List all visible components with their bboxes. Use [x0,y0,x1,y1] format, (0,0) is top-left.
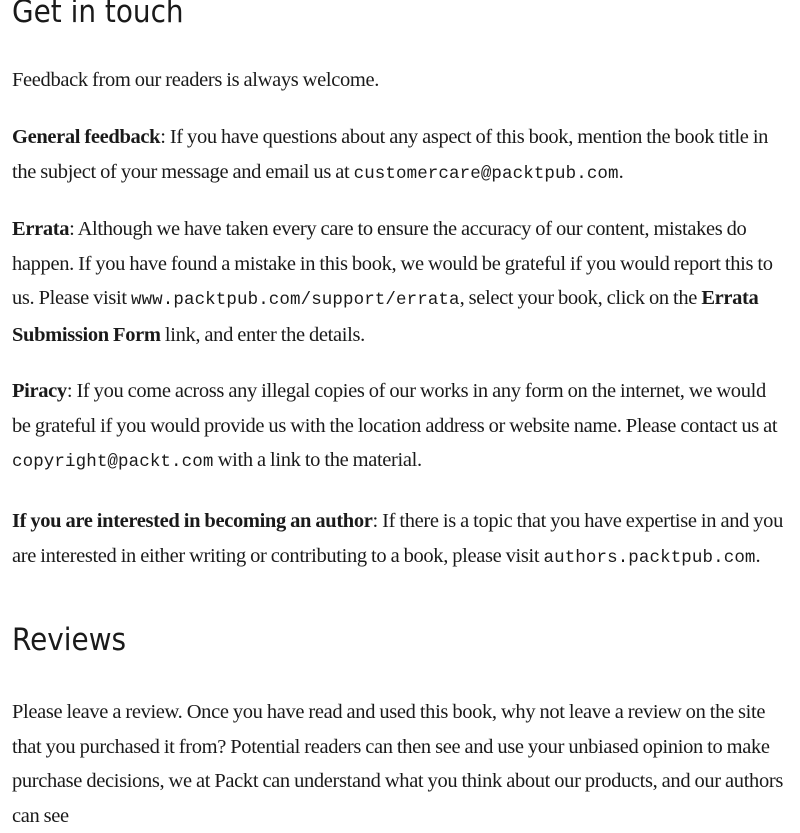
customercare-email-link[interactable]: customercare@packtpub.com [353,163,619,184]
errata-label: Errata [12,218,70,240]
piracy-text: : If you come across any illegal copies of our works in any form on the internet, we would be grateful if you would provide us with the location address or website name. Please contact us at [12,380,778,437]
intro-paragraph: Feedback from our readers is always welcome. [12,69,379,91]
become-author-label: If you are interested in becoming an author [12,510,373,532]
piracy-label: Piracy [12,380,67,402]
errata-submission-form-label: Errata Submission Form [12,287,759,346]
errata-text-end: link, and enter the details. [160,323,365,346]
authors-url-link[interactable]: authors.packtpub.com [543,547,756,568]
errata-url-link[interactable]: www.packtpub.com/support/errata [130,290,460,310]
errata-text-mid: , select your book, click on the [459,287,702,309]
become-author-text: : If there is a topic that you have expertise in and you are interested in either writing or contributing to a book, please visit [12,510,783,567]
general-feedback-text: : If you have questions about any aspect of this book, mention the book title in the subject of your message and email us at [12,126,769,183]
become-author-text-end: . [755,544,761,567]
piracy-text-end: with a link to the material. [213,449,422,471]
get-in-touch-heading: Get in touch [12,0,184,30]
general-feedback-paragraph [12,120,788,191]
reviews-heading: Reviews [12,622,127,658]
errata-text: : Although we have taken every care to ensure the accuracy of our content, mistakes do happen. If you have found a mistake in this book, we would be grateful if you would report this to us. Please visit [12,218,773,309]
general-feedback-label: General feedback [12,126,161,148]
become-author-paragraph [12,504,788,575]
general-feedback-text-end: . [618,160,624,183]
copyright-email-link[interactable]: copyright@packt.com [12,452,214,472]
reviews-paragraph: Please leave a review. Once you have read and used this book, why not leave a review on the site that you purchased it from? Potential readers can then see and use your unbiased opinion to make purchase decisions, we at Packt can understand what you think about our products, and our authors can see [12,701,783,827]
errata-paragraph [12,212,788,352]
piracy-paragraph [12,374,788,480]
